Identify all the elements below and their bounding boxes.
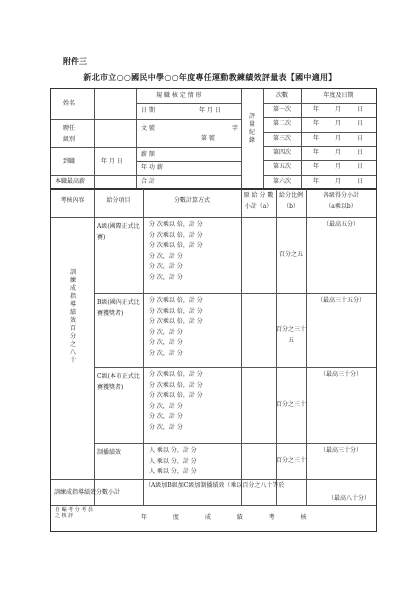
date-header: 年度及日期 (323, 92, 354, 99)
eval-count: 第二次 (272, 120, 291, 127)
header-content: 考核內容 (60, 197, 85, 204)
bonus-label: 年 功 薪 (141, 164, 163, 171)
score-line: 分 次，計 分 (149, 413, 183, 421)
eval-date-part: 年 (313, 163, 320, 170)
eval-date-part: 月 (335, 163, 342, 170)
eval-label: 評量紀錄 (248, 113, 255, 144)
checkcond-label: 規 職 核 定 情 形 (156, 92, 202, 99)
group-label: B級(國內正式比賽獲獎者) (97, 299, 140, 317)
rank-label: 級別 (63, 136, 76, 143)
annex-label: 附件三 (63, 56, 87, 66)
group-max: （最高三十分） (319, 447, 362, 454)
summary-label: 訓練成指導績效分數小計 (54, 489, 121, 496)
salary-label: 本職最高薪 (55, 178, 86, 185)
score-line: 分 次，計 分 (149, 349, 183, 357)
footer-text: 年 度 成 績 考 核 (141, 514, 319, 521)
header-item: 給分項目 (106, 197, 131, 204)
score-line: 分 次，計 分 (149, 423, 183, 431)
score-line: 分 次乘以 倍，計 分 (149, 231, 203, 239)
score-lines (149, 447, 197, 479)
doc-hao: 第 號 (201, 135, 215, 142)
info-table (50, 88, 377, 190)
score-lines (149, 221, 203, 285)
count-header: 次數 (275, 92, 288, 99)
score-line: 分 次乘以 倍，計 分 (149, 318, 203, 326)
date-value: 年 月 日 (199, 107, 221, 114)
eval-date-part: 月 (335, 106, 342, 113)
eval-date-part: 月 (335, 178, 342, 185)
eval-date-part: 日 (357, 106, 364, 113)
eval-date-part: 日 (357, 149, 364, 156)
doc-label: 文 號 (141, 125, 155, 132)
eval-count: 第三次 (272, 135, 291, 142)
eval-date-part: 年 (313, 135, 320, 142)
group-ratio: 百分之三十五 (276, 326, 307, 344)
score-line: 分 次乘以 倍，計 分 (149, 242, 203, 250)
page-title: 新北市立○○國民中學○○年度專任運動教練績效評量表【國中適用】 (83, 72, 337, 82)
eval-count: 第一次 (272, 106, 291, 113)
footer-label: 自 編 考 分 考 員 之 核 評 (55, 507, 93, 519)
eval-date-part: 日 (357, 178, 364, 185)
group-label: A級(國際正式比賽) (97, 223, 140, 241)
score-line: 分 次乘以 倍，計 分 (149, 307, 203, 315)
eval-date-part: 月 (335, 149, 342, 156)
header-ratio-b: （b） (283, 203, 299, 210)
score-line: 人 乘以 分，計 分 (149, 447, 197, 454)
eval-count: 第四次 (272, 149, 291, 156)
hire-label: 聘任 (63, 125, 76, 132)
group-max: （最高三十五分） (316, 297, 365, 304)
score-line: 分 次乘以 倍，計 分 (149, 381, 203, 389)
total-label: 合 計 (141, 178, 155, 185)
score-line: 分 次乘以 倍，計 分 (149, 297, 203, 304)
header-item-subtotal-2: （a乘以b） (325, 203, 357, 210)
eval-count: 第六次 (272, 178, 291, 185)
score-table (50, 188, 377, 532)
pay-label: 薪 額 (141, 151, 155, 158)
header-score: 原 給 分 數 (243, 192, 274, 199)
group-label: C級(本市正式比賽獲獎者) (97, 373, 140, 391)
score-line: 分 次，計 分 (149, 273, 183, 281)
score-lines (149, 297, 203, 361)
group-label: 制播績效 (97, 449, 122, 456)
score-line: 分 次，計 分 (149, 402, 183, 410)
eval-count: 第五次 (272, 163, 291, 170)
eval-date-part: 日 (357, 163, 364, 170)
doc-zi: 字 (232, 125, 239, 132)
name-label: 姓名 (63, 100, 76, 107)
score-line: 分 次，計 分 (149, 328, 183, 336)
date-label: 日 期 (141, 107, 155, 114)
eval-date-part: 日 (357, 120, 364, 127)
score-line: 人 乘以 分，計 分 (149, 457, 197, 465)
score-line: 分 次乘以 倍，計 分 (149, 392, 203, 400)
score-lines (149, 371, 203, 435)
eval-date-part: 月 (335, 120, 342, 127)
category-label: 訓練成指導績效百分之八十 (69, 269, 76, 364)
summary-formula: （A級加B級加C級加制播績效（乘以百分之八十等於 (145, 482, 285, 489)
score-line: 分 次，計 分 (149, 339, 183, 347)
group-ratio: 百分之五 (278, 251, 303, 258)
score-line: 分 次乘以 倍，計 分 (149, 371, 203, 378)
header-item-subtotal: 各級得分小計 (322, 192, 359, 199)
eval-date-part: 年 (313, 149, 320, 156)
eval-date-part: 月 (335, 135, 342, 142)
group-max: （最高三十分） (319, 371, 362, 378)
summary-max: （最高八十分） (328, 495, 371, 502)
report-label: 到職 (63, 158, 76, 165)
score-line: 分 次，計 分 (149, 252, 183, 260)
eval-date-part: 年 (313, 106, 320, 113)
report-date: 年 月 日 (101, 158, 123, 165)
eval-date-part: 年 (313, 120, 320, 127)
eval-date-part: 年 (313, 178, 320, 185)
header-subtotal: 小計（a） (244, 203, 273, 210)
score-line: 分 次乘以 倍，計 分 (149, 221, 203, 228)
header-ratio: 給分比例 (278, 192, 303, 199)
score-line: 人 乘以 分，計 分 (149, 468, 197, 476)
group-max: （最高五分） (322, 221, 359, 228)
score-line: 分 次，計 分 (149, 263, 183, 271)
group-ratio: 百分之三十 (276, 401, 307, 408)
eval-date-part: 日 (357, 135, 364, 142)
header-method: 分數計算方式 (173, 197, 210, 204)
group-ratio: 百分之三十 (276, 457, 307, 464)
